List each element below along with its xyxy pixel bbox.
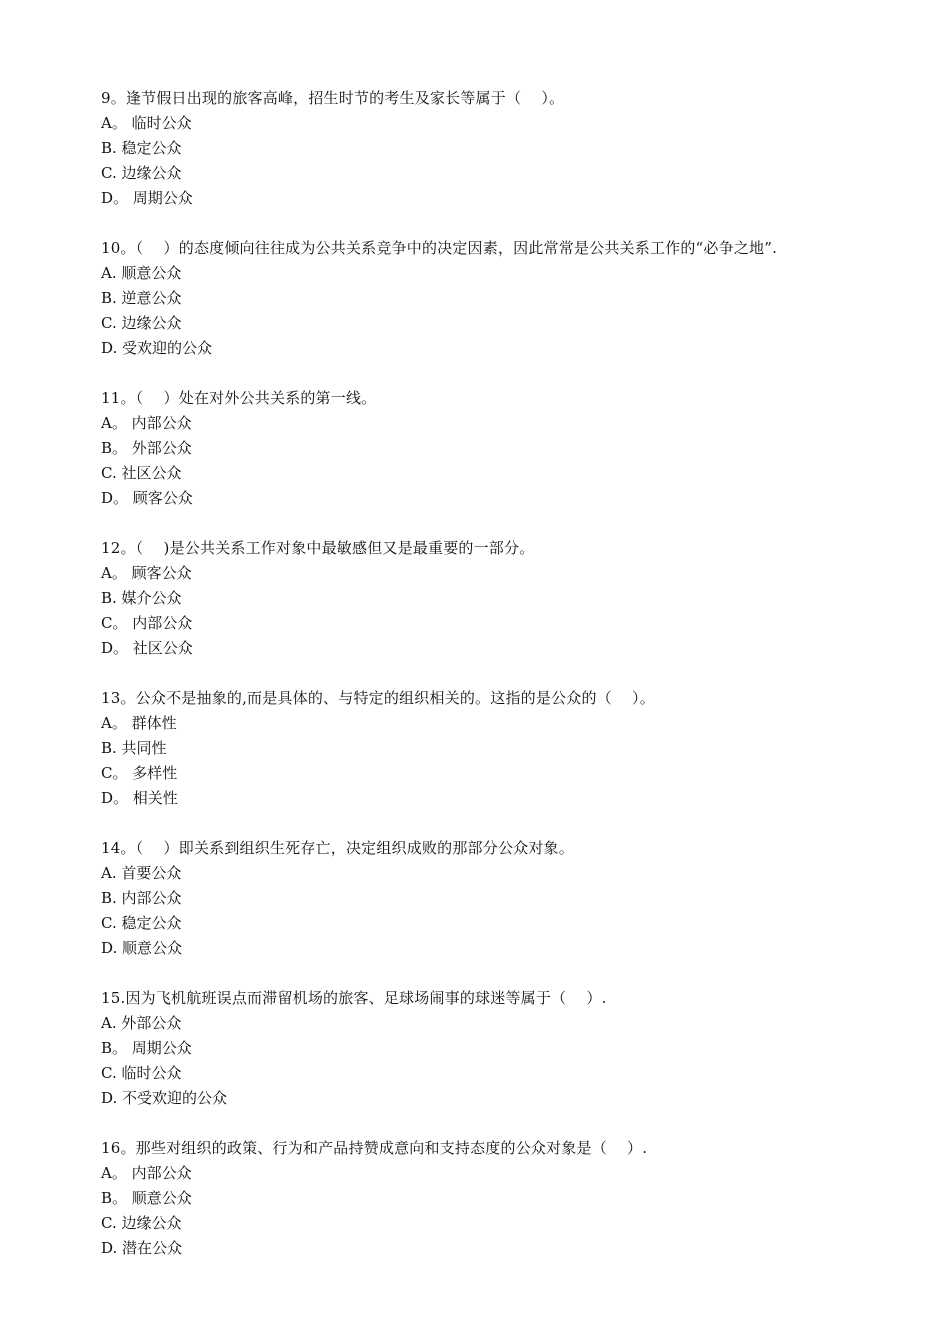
question-stem: 9。逢节假日出现的旅客高峰，招生时节的考生及家长等属于（ ）。 — [101, 89, 565, 107]
option-d: D. 受欢迎的公众 — [101, 339, 213, 357]
option-d: D. 顺意公众 — [101, 939, 183, 957]
option-d: D. 潜在公众 — [101, 1239, 183, 1257]
option-c: C. 边缘公众 — [101, 314, 182, 332]
question-14 — [101, 836, 861, 961]
question-stem: 16。那些对组织的政策、行为和产品持赞成意向和支持态度的公众对象是（ ）. — [101, 1139, 648, 1157]
option-b: B。 外部公众 — [101, 439, 192, 457]
option-d: D。 相关性 — [101, 789, 178, 807]
option-a: A. 首要公众 — [101, 864, 182, 882]
question-12 — [101, 536, 861, 661]
option-a: A。 临时公众 — [101, 114, 192, 132]
option-a: A. 外部公众 — [101, 1014, 182, 1032]
option-c: C。 多样性 — [101, 764, 178, 782]
question-stem: 15.因为飞机航班误点而滞留机场的旅客、足球场闹事的球迷等属于（ ）. — [101, 989, 607, 1007]
option-b: B。 周期公众 — [101, 1039, 192, 1057]
option-c: C. 边缘公众 — [101, 1214, 182, 1232]
question-stem: 12。（ )是公共关系工作对象中最敏感但又是最重要的一部分。 — [101, 539, 535, 557]
option-d: D。 周期公众 — [101, 189, 193, 207]
option-a: A。 内部公众 — [101, 1164, 192, 1182]
question-15 — [101, 986, 861, 1111]
option-a: A。 顾客公众 — [101, 564, 192, 582]
question-stem: 13。公众不是抽象的,而是具体的、与特定的组织相关的。这指的是公众的（ ）。 — [101, 689, 655, 707]
option-c: C。 内部公众 — [101, 614, 193, 632]
question-stem: 10。（ ）的态度倾向往往成为公共关系竞争中的决定因素，因此常常是公共关系工作的“必争之地”. — [101, 239, 778, 257]
question-stem: 11。（ ）处在对外公共关系的第一线。 — [101, 389, 377, 407]
document-page — [101, 86, 861, 1286]
question-11 — [101, 386, 861, 511]
option-c: C. 临时公众 — [101, 1064, 182, 1082]
option-b: B. 内部公众 — [101, 889, 182, 907]
question-stem: 14。（ ）即关系到组织生死存亡，决定组织成败的那部分公众对象。 — [101, 839, 574, 857]
option-c: C. 稳定公众 — [101, 914, 182, 932]
option-c: C. 社区公众 — [101, 464, 182, 482]
option-b: B. 媒介公众 — [101, 589, 182, 607]
option-a: A。 内部公众 — [101, 414, 192, 432]
option-b: B. 共同性 — [101, 739, 167, 757]
option-d: D。 社区公众 — [101, 639, 193, 657]
question-16 — [101, 1136, 861, 1261]
question-9 — [101, 86, 861, 211]
question-10 — [101, 236, 861, 361]
option-c: C. 边缘公众 — [101, 164, 182, 182]
option-a: A。 群体性 — [101, 714, 177, 732]
option-b: B。 顺意公众 — [101, 1189, 192, 1207]
question-13 — [101, 686, 861, 811]
option-d: D。 顾客公众 — [101, 489, 193, 507]
option-d: D. 不受欢迎的公众 — [101, 1089, 228, 1107]
option-b: B. 逆意公众 — [101, 289, 182, 307]
option-b: B. 稳定公众 — [101, 139, 182, 157]
option-a: A. 顺意公众 — [101, 264, 182, 282]
